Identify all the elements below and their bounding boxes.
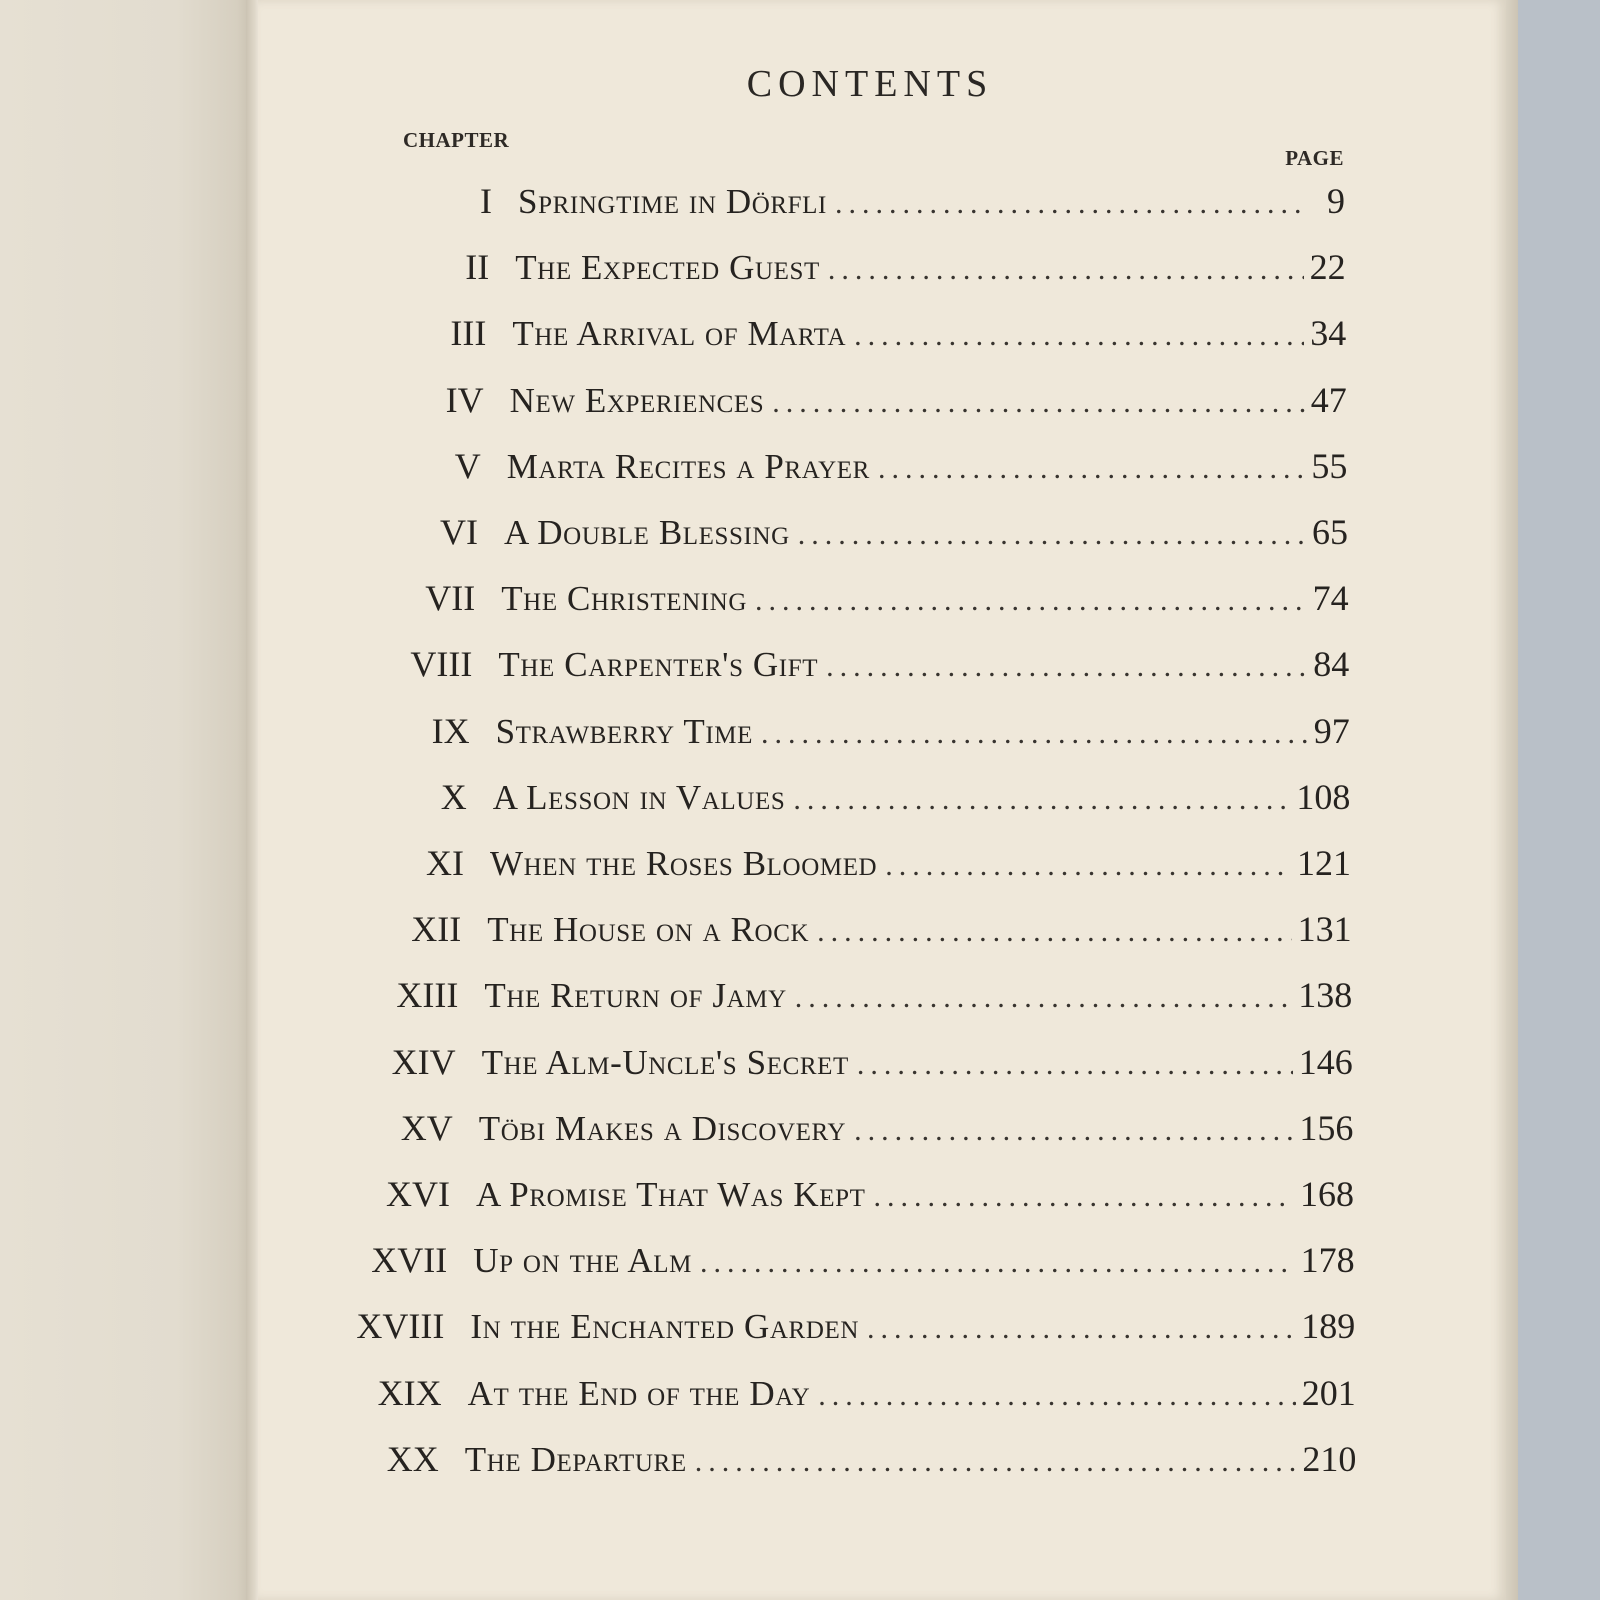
chapter-title: The Carpenter's Gift [498,645,819,685]
toc-entry [351,908,1351,958]
chapter-title: Springtime in Dörfli [518,182,827,221]
toc-entry [371,445,1348,495]
page-number: 47 [1310,379,1347,420]
page-number: 131 [1297,909,1352,950]
toc-entry [337,1239,1354,1289]
toc-entry [374,379,1347,429]
page-number: 168 [1300,1174,1354,1214]
page-number: 97 [1313,710,1350,751]
chapter-title: Töbi Makes a Discovery [478,1108,847,1148]
dot-leader [817,915,1291,949]
chapter-numeral: V [454,445,481,486]
toc-entry [329,1438,1357,1488]
chapter-numeral: XVIII [356,1306,445,1347]
dot-leader [878,452,1305,486]
chapter-title: New Experiences [509,380,765,420]
chapter-title: A Promise That Was Kept [476,1175,866,1214]
left-page [0,0,252,1600]
chapter-column-label: CHAPTER [403,128,510,152]
chapter-numeral: III [450,313,487,354]
page-number: 178 [1300,1240,1355,1281]
page-number: 22 [1309,247,1346,288]
page-column-label: PAGE [1285,146,1344,170]
page-number: 9 [1327,181,1345,221]
chapter-numeral: IX [431,710,470,751]
chapter-numeral: XI [426,843,464,883]
page-number: 156 [1299,1107,1354,1148]
page-edge [1506,0,1518,1600]
chapter-title: The Expected Guest [515,248,820,288]
chapter-numeral: XIX [377,1372,442,1413]
chapter-numeral: XIV [391,1041,456,1082]
chapter-numeral: XVI [386,1174,450,1214]
chapter-title: When the Roses Bloomed [490,844,878,883]
chapter-title: The House on a Rock [487,910,810,950]
chapter-numeral: IV [445,379,484,420]
page-number: 84 [1313,644,1350,685]
dot-leader [885,849,1291,883]
chapter-title: The Return of Jamy [484,976,787,1016]
dot-leader [755,584,1307,618]
dot-leader [835,187,1309,221]
page-number: 138 [1298,975,1353,1016]
toc-entry [376,312,1346,362]
dot-leader [828,253,1304,287]
chapter-title: A Double Blessing [504,513,790,552]
page-number: 34 [1310,313,1347,354]
chapter-numeral: II [465,247,490,288]
toc-entry [368,511,1348,561]
dot-leader [795,981,1292,1015]
page-number: 65 [1312,512,1348,552]
chapter-numeral: XX [386,1438,439,1479]
toc-entry [340,1173,1354,1223]
dot-leader [772,386,1305,420]
chapter-title: The Christening [501,579,747,619]
chapter-numeral: I [480,181,492,221]
page-number: 210 [1302,1438,1357,1479]
toc-entry [360,710,1350,760]
dot-leader [700,1246,1295,1280]
toc-entry [334,1305,1355,1355]
chapter-title: A Lesson in Values [492,777,786,817]
chapter-title: In the Enchanted Garden [470,1307,859,1347]
chapter-title: At the End of the Day [467,1373,811,1413]
chapter-numeral: XVII [371,1240,448,1281]
dot-leader [818,1379,1296,1413]
chapter-numeral: XV [400,1107,453,1148]
chapter-title: Up on the Alm [473,1241,692,1281]
dot-leader [874,1180,1294,1214]
dot-leader [857,1048,1293,1082]
toc-entry [357,776,1351,826]
page-number: 201 [1301,1372,1356,1413]
chapter-title: Marta Recites a Prayer [506,446,870,486]
dot-leader [867,1312,1295,1346]
contents-heading: CONTENTS [746,63,994,105]
chapter-numeral: VIII [410,644,473,685]
toc-entry [348,974,1352,1024]
dot-leader [793,783,1290,817]
page-number: 121 [1297,843,1351,883]
dot-leader [854,319,1304,353]
toc-entry [354,842,1351,892]
page-number: 146 [1298,1041,1353,1082]
dot-leader [826,650,1307,684]
chapter-title: The Departure [464,1439,687,1479]
dot-leader [798,518,1306,552]
dot-leader [761,717,1308,751]
toc-entry [332,1372,1356,1422]
toc-entry [346,1041,1353,1091]
toc-entry [343,1107,1354,1157]
toc-entry [382,180,1345,230]
page-number: 74 [1312,578,1349,619]
dot-leader [695,1445,1297,1479]
page-number: 55 [1311,445,1348,486]
toc-entry [362,643,1349,693]
chapter-numeral: VII [425,578,476,619]
dot-leader [854,1114,1293,1148]
chapter-title: Strawberry Time [495,711,753,751]
page-number: 189 [1301,1306,1356,1347]
chapter-title: The Alm-Uncle's Secret [481,1042,849,1082]
chapter-numeral: XIII [396,975,459,1016]
toc-entry [365,577,1348,627]
toc-entry [379,246,1345,296]
chapter-numeral: VI [440,512,478,552]
chapter-numeral: X [440,776,467,817]
page-number: 108 [1296,776,1351,817]
chapter-title: The Arrival of Marta [512,314,847,354]
chapter-numeral: XII [411,909,462,950]
